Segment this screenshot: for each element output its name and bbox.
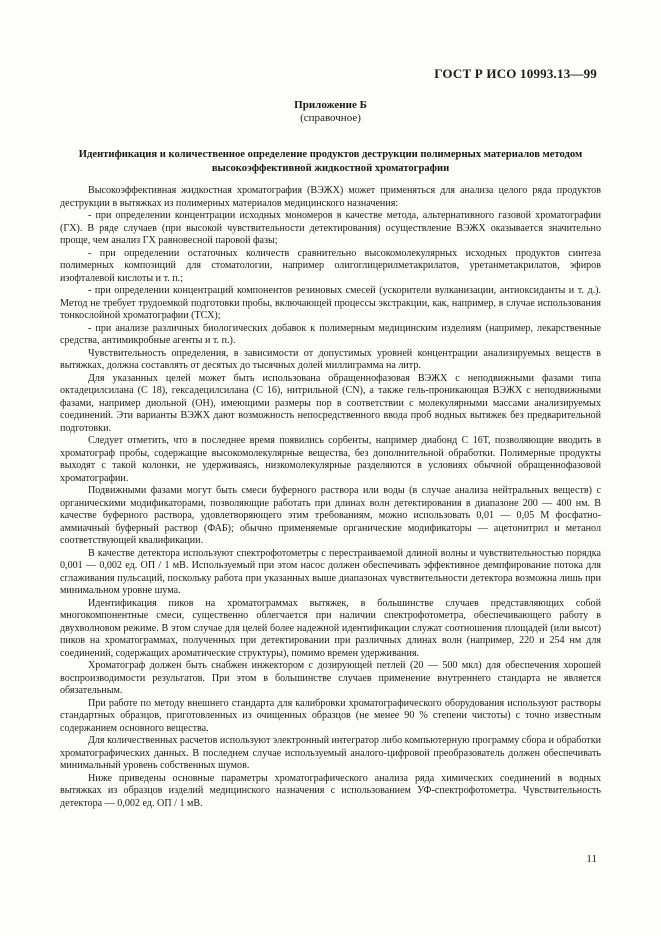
list-item: - при определении остаточных количеств сравнительно высокомолекулярных исходных продуктов синтеза полимерных композиций для стоматологии, например олигоглицерилметакрилатов, уретанметакрилатов, эфиров изофталевой кислоты и т. п.; <box>60 247 601 284</box>
paragraph: Идентификация пиков на хроматограммах вытяжек, в большинстве случаев представляющих собой многокомпонентные смеси, существенно облегчается при наличии спектрофотометра, обеспечивающего работу в двухволновом режиме. В этом случае для целей более надежной идентификации служат соотношения площадей (или высот) пиков на хроматограммах, полученных при детектировании при различных длинах волн (например, 220 и 254 нм для соединений, содержащих ароматические структуры), помимо времен удерживания. <box>60 597 601 659</box>
section-title: Идентификация и количественное определение продуктов деструкции полимерных материалов методом высокоэффективной жидкостной хроматографии <box>78 149 583 174</box>
list-item: - при анализе различных биологических добавок к полимерным медицинским изделиям (например, лекарственные средства, антимикробные агенты и т. п.). <box>60 322 601 346</box>
appendix-title: Приложение Б <box>294 99 367 111</box>
paragraph: Для указанных целей может быть использована обращеннофазовая ВЭЖХ с неподвижными фазами типа октадецилсилана (С 18), гексадецилсилана (С 16), нитрильной (CN), а также гель-проникающая ВЭЖХ с неподвижными фазами, например диольной (ОН), имеющими размеры пор в соответствии с молекулярными массами анализируемых соединений. Эти варианты ВЭЖХ дают возможность непосредственного ввода проб водных вытяжек без предварительной подготовки. <box>60 372 601 434</box>
paragraph: Высокоэффективная жидкостная хроматография (ВЭЖХ) может применяться для анализа целого ряда продуктов деструкции в вытяжках из полимерных материалов медицинского назначения: <box>60 185 601 209</box>
body-text <box>60 185 601 810</box>
paragraph: В качестве детектора используют спектрофотометры с перестраиваемой длиной волны и чувствительностью порядка 0,001 — 0,002 ед. ОП / 1 мВ. Используемый при этом насос должен обеспечивать эффективное демпфирование потока для сглаживания пульсаций, поскольку работа при указанных выше диапазонах чувствительности детектора возможна лишь при минимальном уровне шума. <box>60 547 601 596</box>
paragraph: Ниже приведены основные параметры хроматографического анализа ряда химических соединений в водных вытяжках из образцов изделий медицинского назначения с использованием УФ-спектрофотометра. Чувствительность детектора — 0,002 ед. ОП / 1 мВ. <box>60 772 601 809</box>
paragraph: При работе по методу внешнего стандарта для калибровки хроматографического оборудования используют растворы стандартных образцов, приготовленных из очищенных образцов (не менее 90 % степени чистоты) с точно известным содержанием основного вещества. <box>60 697 601 734</box>
standard-code: ГОСТ Р ИСО 10993.13—99 <box>434 66 597 81</box>
paragraph: Чувствительность определения, в зависимости от допустимых уровней концентрации анализируемых веществ в вытяжках, должна составлять от десятых до тысячных долей миллиграмма на литр. <box>60 347 601 371</box>
page-number: 11 <box>586 853 597 865</box>
paragraph: Подвижными фазами могут быть смеси буферного раствора или воды (в случае анализа нейтральных веществ) с органическими модификаторами, позволяющие работать при длинах волн детектирования в диапазоне 200 — 400 нм. В качестве буферного раствора, удовлетворяющего этим требованиям, можно использовать 0,01 — 0,05 М фосфатно-аммиачный буферный раствор (ФАБ); обычно применяемые органические модификаторы — ацетонитрил и метанол соответствующей квалификации. <box>60 485 601 546</box>
paragraph: Для количественных расчетов используют электронный интегратор либо компьютерную программу сбора и обработки хроматографических данных. В последнем случае используемый аналого-цифровой преобразователь должен обеспечивать минимальный уровень собственных шумов. <box>60 735 601 771</box>
paragraph: Следует отметить, что в последнее время появились сорбенты, например диабонд С 16Т, позволяющие вводить в хроматограф пробы, содержащие высокомолекулярные вещества, без дополнительной обработки. Полимерные продукты выходят с такой колонки, не удерживаясь, низкомолекулярные разделяются в условиях обычной обращеннофазовой хроматографии. <box>60 435 601 484</box>
paragraph: Хроматограф должен быть снабжен инжектором с дозирующей петлей (20 — 500 мкл) для обеспечения хорошей воспроизводимости результатов. При этом в большинстве случаев применение внутреннего стандарта не является обязательным. <box>60 660 601 696</box>
list-item: - при определении концентраций компонентов резиновых смесей (ускорители вулканизации, антиоксиданты и т. д.). Метод не требует трудоемкой подготовки пробы, включающей процессы экстракции, как, например, в случае использования тонкослойной хроматографии (ТСХ); <box>60 285 601 321</box>
appendix-subtitle: (справочное) <box>300 112 361 124</box>
list-item: - при определении концентрации исходных мономеров в качестве метода, альтернативного газовой хроматографии (ГХ). В ряде случаев (при высокой чувствительности детектирования) осуществление ВЭЖХ оказывается значительно проще, чем анализ ГХ равновесной паровой фазы; <box>60 210 601 246</box>
